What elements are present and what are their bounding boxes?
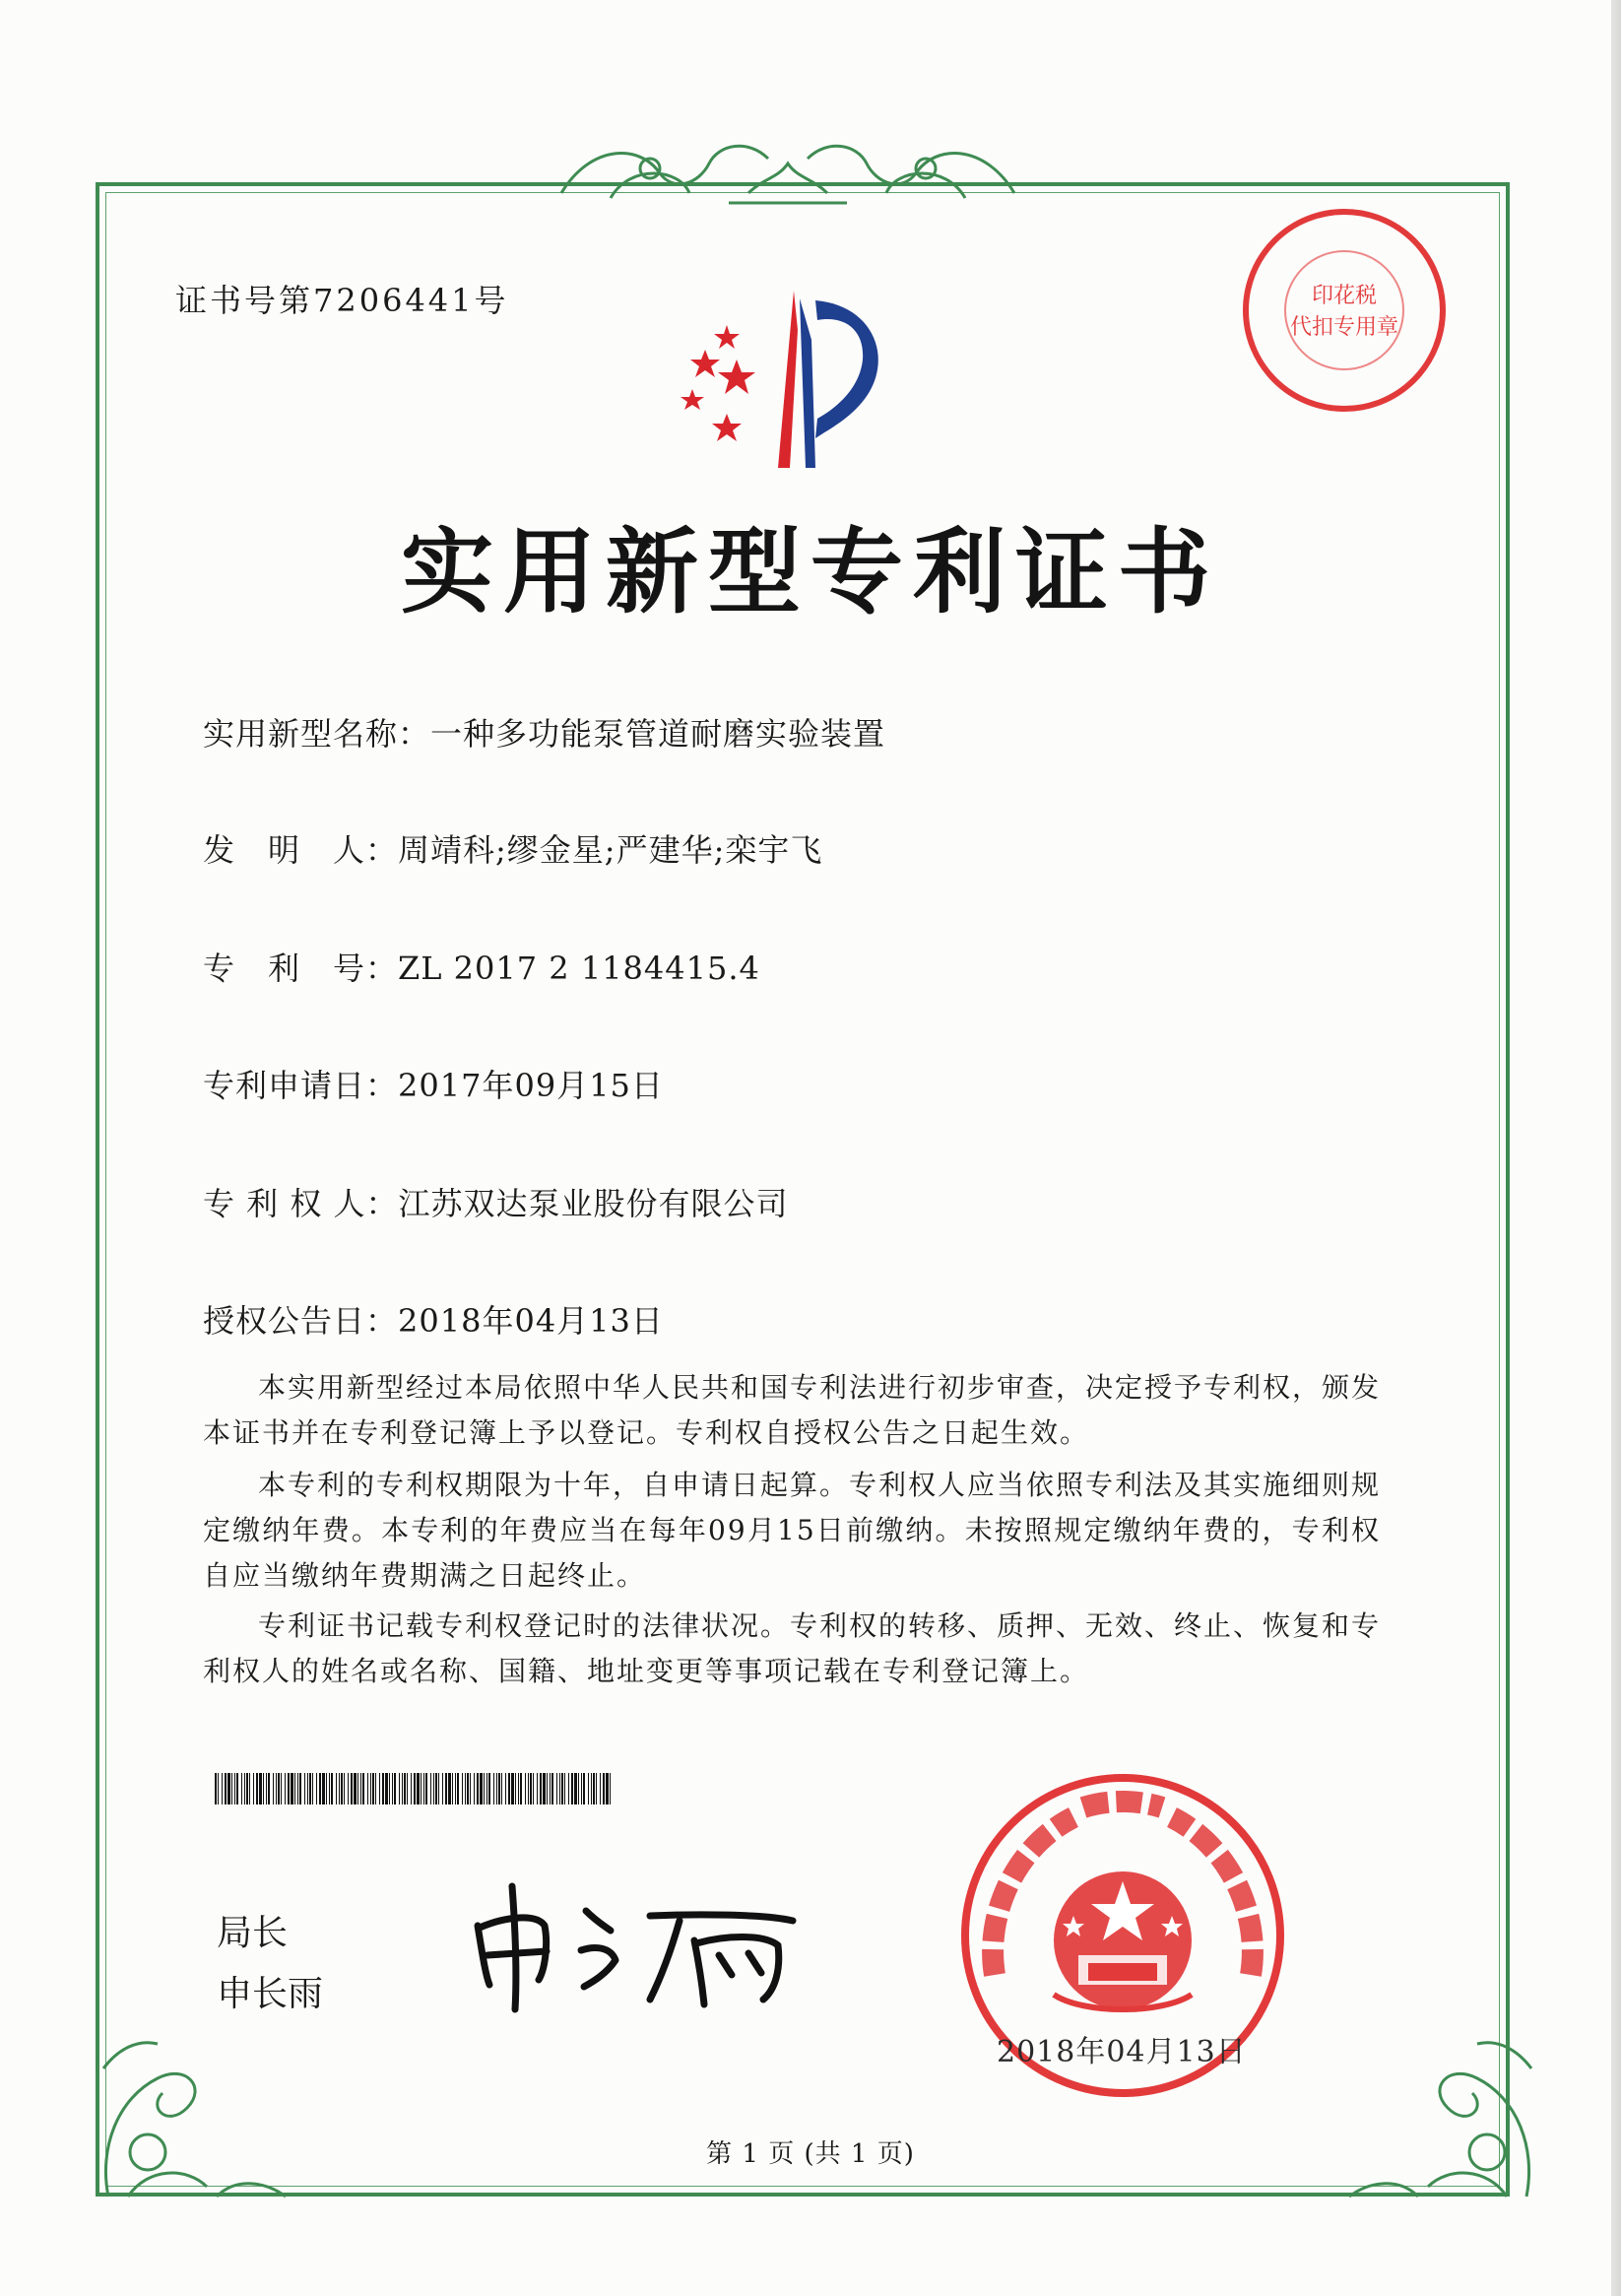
barcode-bar: [351, 1773, 353, 1804]
paragraph-2: 本专利的专利权期限为十年，自申请日起算。专利权人应当依照专利法及其实施细则规定缴纳年费。本专利的年费应当在每年09月15日前缴纳。未按照规定缴纳年费的，专利权自应当缴纳年费期满之日起终止。: [203, 1469, 1382, 1592]
barcode-bar: [467, 1773, 469, 1804]
barcode-bar: [610, 1773, 611, 1804]
barcode-bar: [414, 1773, 416, 1804]
barcode-bar: [231, 1773, 232, 1804]
top-ornament-icon: [551, 124, 1024, 213]
barcode-bar: [603, 1773, 605, 1804]
barcode-bar: [339, 1773, 340, 1804]
barcode-bar: [392, 1773, 393, 1804]
barcode-bar: [477, 1773, 479, 1804]
barcode-bar: [442, 1773, 443, 1804]
barcode-bar: [326, 1773, 327, 1804]
barcode-bar: [394, 1773, 396, 1804]
barcode-bar: [438, 1773, 439, 1804]
barcode-bar: [215, 1773, 217, 1804]
barcode-bar: [606, 1773, 609, 1804]
barcode-bar: [278, 1773, 280, 1804]
field-application-date-label: 专利申请日：: [203, 1067, 399, 1104]
field-grant-date: [203, 1296, 664, 1342]
barcode-bar: [574, 1773, 577, 1804]
barcode-bar: [518, 1773, 519, 1804]
barcode-bar: [578, 1773, 579, 1804]
barcode-icon: [215, 1773, 615, 1804]
barcode-bar: [281, 1773, 282, 1804]
barcode-bar: [291, 1773, 293, 1804]
barcode-bar: [307, 1773, 308, 1804]
barcode-bar: [515, 1773, 516, 1804]
barcode-bar: [568, 1773, 569, 1804]
barcode-bar: [354, 1773, 357, 1804]
barcode-bar: [234, 1773, 235, 1804]
barcode-bar: [382, 1773, 384, 1804]
field-grant-date-value: 2018年04月13日: [398, 1302, 664, 1340]
barcode-bar: [474, 1773, 475, 1804]
barcode-bar: [543, 1773, 546, 1804]
barcode-bar: [537, 1773, 538, 1804]
barcode-bar: [288, 1773, 290, 1804]
field-name-label: 实用新型名称：: [203, 715, 431, 753]
seal-date: 2018年04月13日: [997, 2035, 1247, 2069]
barcode-bar: [462, 1773, 463, 1804]
barcode-bar: [525, 1773, 526, 1804]
barcode-bar: [596, 1773, 597, 1804]
barcode-bar: [556, 1773, 557, 1804]
field-patentee: [203, 1179, 789, 1224]
barcode-bar: [591, 1773, 592, 1804]
barcode-bar: [425, 1773, 427, 1804]
barcode-bar: [533, 1773, 534, 1804]
barcode-bar: [312, 1773, 313, 1804]
barcode-bar: [430, 1773, 431, 1804]
barcode-bar: [435, 1773, 437, 1804]
barcode-bar: [520, 1773, 522, 1804]
barcode-bar: [411, 1773, 412, 1804]
barcode-bar: [508, 1773, 510, 1804]
barcode-bar: [244, 1773, 245, 1804]
field-patentee-label: 专 利 权 人：: [203, 1185, 399, 1222]
field-patent-number: [203, 944, 760, 989]
tax-seal-line1: 印花税: [1311, 284, 1378, 308]
barcode-bar: [370, 1773, 371, 1804]
barcode-bar: [299, 1773, 301, 1804]
barcode-bar: [285, 1773, 286, 1804]
barcode-bar: [404, 1773, 406, 1804]
patent-office-logo-icon: [668, 281, 914, 478]
director-name: 申长雨: [217, 1974, 324, 2014]
barcode-bar: [583, 1773, 585, 1804]
barcode-bar: [268, 1773, 270, 1804]
corner-ornament-left-icon: [89, 1970, 305, 2206]
barcode-bar: [564, 1773, 565, 1804]
certificate-title: 实用新型专利证书: [400, 519, 1220, 626]
barcode-bar: [399, 1773, 400, 1804]
tax-seal-icon: [1236, 202, 1453, 419]
barcode-bar: [470, 1773, 471, 1804]
field-inventors: [203, 825, 822, 871]
certificate-number: 证书号第7206441号: [175, 282, 509, 319]
barcode-bar: [389, 1773, 390, 1804]
corner-ornament-right-icon: [1329, 1970, 1546, 2206]
barcode-bar: [263, 1773, 264, 1804]
barcode-bar: [528, 1773, 529, 1804]
barcode-bar: [433, 1773, 434, 1804]
barcode-bar: [600, 1773, 601, 1804]
barcode-bar: [498, 1773, 500, 1804]
field-inventors-value: 周靖科;缪金星;严建华;栾宇飞: [398, 831, 823, 869]
barcode-bar: [505, 1773, 506, 1804]
barcode-bar: [266, 1773, 267, 1804]
barcode-bar: [559, 1773, 560, 1804]
page-edge: [1611, 0, 1621, 2296]
field-grant-date-label: 授权公告日：: [203, 1302, 399, 1340]
barcode-bar: [484, 1773, 485, 1804]
field-application-date-value: 2017年09月15日: [398, 1067, 664, 1104]
barcode-bar: [309, 1773, 311, 1804]
barcode-bar: [511, 1773, 514, 1804]
barcode-bar: [379, 1773, 380, 1804]
barcode-bar: [329, 1773, 330, 1804]
barcode-bar: [550, 1773, 551, 1804]
barcode-bar: [581, 1773, 582, 1804]
barcode-bar: [457, 1773, 459, 1804]
barcode-bar: [385, 1773, 388, 1804]
barcode-bar: [341, 1773, 343, 1804]
barcode-bar: [486, 1773, 487, 1804]
barcode-bar: [276, 1773, 277, 1804]
barcode-bar: [236, 1773, 238, 1804]
barcode-bar: [530, 1773, 532, 1804]
paragraph-1: 本实用新型经过本局依照中华人民共和国专利法进行初步审查，决定授予专利权，颁发本证书并在专利登记簿上予以登记。专利权自授权公告之日起生效。: [203, 1371, 1382, 1449]
barcode-bar: [367, 1773, 368, 1804]
barcode-bar: [249, 1773, 250, 1804]
field-patent-number-label: 专 利 号：: [203, 950, 399, 987]
barcode-bar: [423, 1773, 424, 1804]
barcode-bar: [452, 1773, 453, 1804]
barcode-bar: [357, 1773, 358, 1804]
handwritten-signature-icon: [468, 1876, 803, 2014]
barcode-bar: [256, 1773, 258, 1804]
field-patent-number-value: ZL 2017 2 1184415.4: [398, 950, 760, 987]
barcode-bar: [336, 1773, 337, 1804]
barcode-bar: [571, 1773, 573, 1804]
barcode-bar: [493, 1773, 494, 1804]
barcode-bar: [360, 1773, 361, 1804]
barcode-bar: [227, 1773, 230, 1804]
barcode-bar: [218, 1773, 219, 1804]
barcode-bar: [375, 1773, 376, 1804]
barcode-bar: [540, 1773, 542, 1804]
field-name-value: 一种多功能泵管道耐磨实验装置: [430, 715, 886, 753]
barcode-bar: [501, 1773, 502, 1804]
barcode-bar: [496, 1773, 497, 1804]
barcode-bar: [372, 1773, 374, 1804]
barcode-bar: [225, 1773, 227, 1804]
paragraph-3: 专利证书记载专利权登记时的法律状况。专利权的转移、质押、无效、终止、恢复和专利权人的姓名或名称、国籍、地址变更等事项记载在专利登记簿上。: [203, 1609, 1382, 1687]
barcode-bar: [348, 1773, 349, 1804]
barcode-bar: [480, 1773, 483, 1804]
barcode-bar: [297, 1773, 298, 1804]
barcode-bar: [294, 1773, 295, 1804]
barcode-bar: [488, 1773, 490, 1804]
barcode-bar: [259, 1773, 262, 1804]
barcode-bar: [551, 1773, 553, 1804]
tax-seal-line2: 代扣专用章: [1289, 315, 1399, 340]
field-inventors-label: 发 明 人：: [203, 831, 399, 869]
barcode-bar: [561, 1773, 563, 1804]
barcode-bar: [588, 1773, 589, 1804]
barcode-bar: [547, 1773, 548, 1804]
field-patentee-value: 江苏双达泵业股份有限公司: [398, 1185, 789, 1222]
barcode-bar: [344, 1773, 345, 1804]
barcode-bar: [316, 1773, 317, 1804]
barcode-bar: [402, 1773, 403, 1804]
barcode-bar: [362, 1773, 364, 1804]
director-title: 局长: [217, 1913, 289, 1953]
barcode-bar: [322, 1773, 325, 1804]
barcode-bar: [331, 1773, 333, 1804]
barcode-bar: [445, 1773, 447, 1804]
barcode-bar: [273, 1773, 274, 1804]
barcode-bar: [304, 1773, 305, 1804]
page-number: 第 1 页 (共 1 页): [706, 2139, 915, 2169]
barcode-bar: [241, 1773, 242, 1804]
barcode-bar: [246, 1773, 248, 1804]
barcode-bar: [222, 1773, 223, 1804]
barcode-bar: [455, 1773, 456, 1804]
barcode-bar: [319, 1773, 321, 1804]
barcode-bar: [465, 1773, 466, 1804]
barcode-bar: [593, 1773, 595, 1804]
barcode-bar: [417, 1773, 420, 1804]
barcode-bar: [407, 1773, 408, 1804]
field-name: [203, 709, 885, 754]
barcode-bar: [448, 1773, 451, 1804]
barcode-bar: [253, 1773, 254, 1804]
field-application-date: [203, 1061, 664, 1106]
